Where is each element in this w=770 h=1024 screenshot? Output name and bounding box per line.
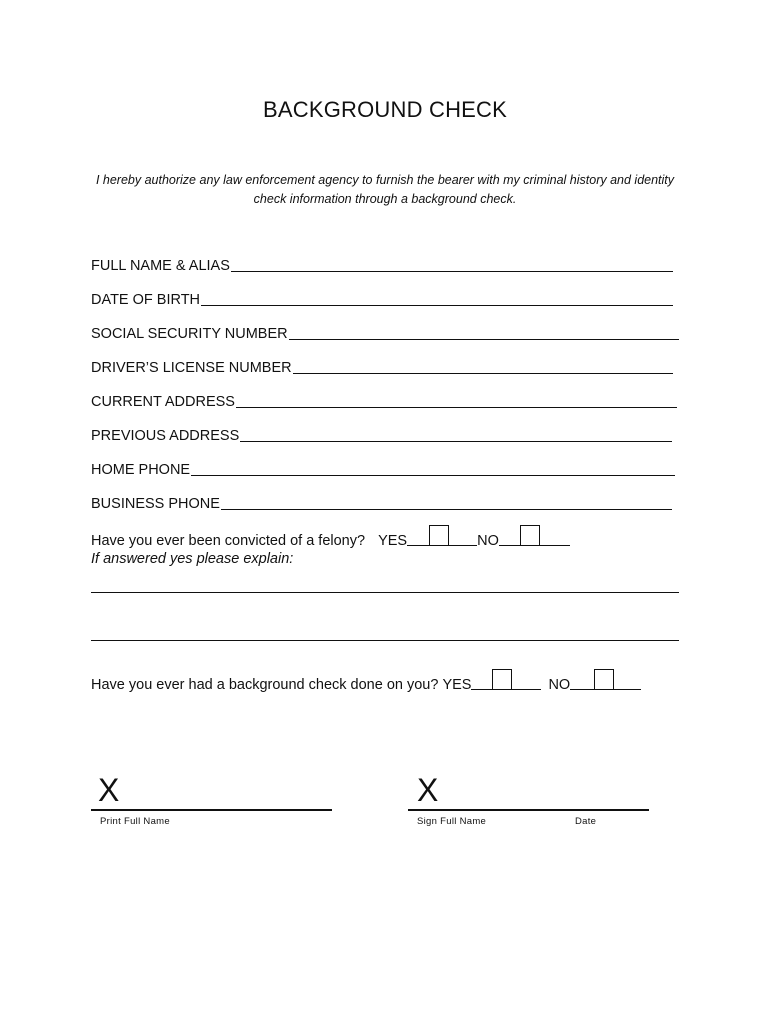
explain-line-1[interactable] (91, 592, 679, 593)
felony-yes-checkbox[interactable] (429, 525, 449, 546)
felony-yes-line (407, 523, 477, 546)
home-phone-field[interactable] (91, 459, 675, 479)
print-name-line[interactable] (91, 809, 332, 811)
drivers-license-line[interactable] (293, 373, 673, 374)
background-no-line (570, 667, 641, 690)
print-name-x-mark: X (98, 772, 120, 808)
ssn-field[interactable] (91, 323, 679, 343)
full-name-line[interactable] (231, 271, 673, 272)
current-address-label: CURRENT ADDRESS (91, 394, 235, 410)
background-no-checkbox[interactable] (594, 669, 614, 690)
current-address-line[interactable] (236, 407, 677, 408)
business-phone-field[interactable] (91, 493, 672, 513)
date-of-birth-field[interactable] (91, 289, 673, 309)
sign-name-x-mark: X (417, 772, 439, 808)
sign-name-caption: Sign Full Name (417, 816, 487, 827)
explain-line-2[interactable] (91, 640, 679, 641)
felony-explain-label: If answered yes please explain: (91, 551, 294, 567)
background-question: Have you ever had a background check done on you? (91, 677, 439, 693)
business-phone-line[interactable] (221, 509, 672, 510)
authorization-statement: I hereby authorize any law enforcement agency to furnish the bearer with my criminal history and identity check information through a background check. (95, 173, 675, 206)
background-no-label: NO (548, 677, 571, 693)
ssn-label: SOCIAL SECURITY NUMBER (91, 326, 288, 342)
business-phone-label: BUSINESS PHONE (91, 496, 220, 512)
current-address-field[interactable] (91, 391, 677, 411)
previous-address-field[interactable] (91, 425, 672, 445)
print-name-caption: Print Full Name (100, 816, 170, 827)
felony-no-line (499, 523, 570, 546)
full-name-label: FULL NAME & ALIAS (91, 258, 230, 274)
background-yes-checkbox[interactable] (492, 669, 512, 690)
felony-no-checkbox[interactable] (520, 525, 540, 546)
date-of-birth-label: DATE OF BIRTH (91, 292, 201, 308)
ssn-line[interactable] (289, 339, 679, 340)
felony-question-row (91, 525, 570, 549)
home-phone-label: HOME PHONE (91, 462, 191, 478)
felony-question: Have you ever been convicted of a felony? (91, 533, 366, 549)
previous-address-label: PREVIOUS ADDRESS (91, 428, 240, 444)
background-yes-label: YES (442, 677, 472, 693)
drivers-license-field[interactable] (91, 357, 673, 377)
drivers-license-label: DRIVER’S LICENSE NUMBER (91, 360, 292, 376)
felony-no-label: NO (477, 533, 499, 549)
felony-yes-label: YES (378, 533, 408, 549)
full-name-field[interactable] (91, 255, 673, 275)
date-caption: Date (575, 816, 597, 827)
background-yes-line (471, 667, 541, 690)
signature-line[interactable] (408, 809, 649, 811)
form-title: BACKGROUND CHECK (262, 97, 507, 122)
previous-address-line[interactable] (240, 441, 672, 442)
home-phone-line[interactable] (191, 475, 675, 476)
background-question-row (91, 669, 641, 693)
date-of-birth-line[interactable] (201, 305, 673, 306)
